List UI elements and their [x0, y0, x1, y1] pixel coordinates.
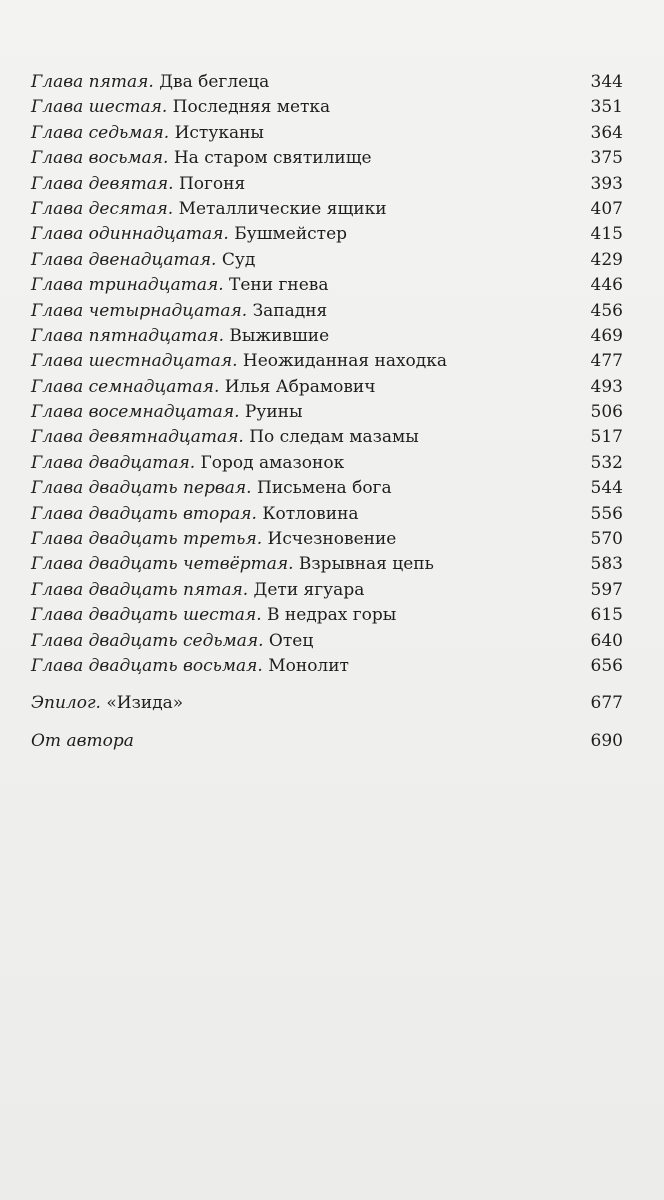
- page-number: 351: [590, 97, 623, 118]
- toc-entry-chapter-5: [31, 70, 623, 95]
- toc-entry-label: [31, 70, 269, 95]
- chapter-number: Глава двадцать пятая.: [31, 579, 249, 600]
- section-spacer: [31, 717, 623, 729]
- dot-leader: [189, 707, 583, 708]
- chapter-title: Неожиданная находка: [242, 351, 448, 372]
- toc-entry-label: [31, 248, 255, 273]
- chapter-number: Глава двадцать третья.: [31, 529, 263, 550]
- page-number: 640: [590, 630, 623, 651]
- toc-entry-chapter-19: [31, 425, 623, 450]
- toc-entry-chapter-12: [31, 248, 623, 273]
- toc-entry-label: [31, 603, 396, 628]
- page-number: 364: [590, 122, 623, 143]
- dot-leader: [355, 670, 583, 671]
- toc-entry-chapter-18: [31, 400, 623, 425]
- page-number: 375: [590, 148, 623, 169]
- toc-entry-chapter-9: [31, 172, 623, 197]
- toc-entry-chapter-13: [31, 273, 623, 298]
- toc-entry-chapter-27: [31, 629, 623, 654]
- page-number: 615: [590, 605, 623, 626]
- dot-leader: [261, 264, 583, 265]
- toc-entry-chapter-16: [31, 349, 623, 374]
- toc-entry-label: [31, 172, 245, 197]
- dot-leader: [370, 594, 583, 595]
- page-number: 690: [590, 730, 623, 751]
- toc-entry-label: [31, 273, 329, 298]
- chapter-title: В недрах горы: [267, 605, 397, 626]
- page-number: 493: [590, 376, 623, 397]
- chapter-title: Город амазонок: [200, 452, 345, 473]
- chapter-title: Погоня: [178, 173, 246, 194]
- page-number: 446: [590, 275, 623, 296]
- toc-entry-label: [31, 197, 387, 222]
- toc-entry-label: [31, 552, 434, 577]
- chapter-title: Два беглеца: [159, 72, 270, 92]
- page-number: 407: [590, 198, 623, 219]
- page-number: 344: [590, 72, 623, 92]
- dot-leader: [382, 391, 584, 392]
- dot-leader: [309, 416, 583, 417]
- chapter-title: Металлические ящики: [178, 198, 387, 219]
- dot-leader: [353, 238, 583, 239]
- page-number: 677: [590, 693, 623, 714]
- chapter-title: Монолит: [268, 655, 349, 676]
- chapter-number: Глава девятая.: [31, 173, 174, 194]
- author-note-label: От автора: [31, 730, 134, 751]
- chapter-number: Глава двадцать восьмая.: [31, 655, 263, 676]
- dot-leader: [402, 619, 583, 620]
- chapter-number: Глава девятнадцатая.: [31, 427, 244, 448]
- chapter-number: Глава двадцатая.: [31, 452, 196, 473]
- toc-entry-chapter-6: [31, 95, 623, 120]
- toc-entry-epilogue: [31, 691, 623, 716]
- toc-entry-chapter-25: [31, 578, 623, 603]
- chapter-title: Руины: [244, 402, 303, 423]
- toc-entry-chapter-28: [31, 654, 623, 679]
- toc-entry-label: [31, 299, 327, 324]
- toc-entry-label: [31, 654, 349, 679]
- toc-entry-chapter-26: [31, 603, 623, 628]
- toc-entry-author-note: [31, 729, 623, 754]
- chapter-title: Котловина: [262, 503, 359, 524]
- chapter-number: Глава пятнадцатая.: [31, 325, 224, 346]
- chapter-number: Глава десятая.: [31, 198, 174, 219]
- chapter-title: По следам мазамы: [249, 427, 419, 448]
- chapter-title: Последняя метка: [172, 97, 331, 118]
- chapter-title: Письмена бога: [257, 478, 392, 499]
- toc-entry-chapter-20: [31, 451, 623, 476]
- chapter-title: Отец: [268, 630, 314, 651]
- chapter-number: Глава седьмая.: [31, 122, 170, 143]
- toc-entry-label: [31, 95, 330, 120]
- toc-entry-label: [31, 222, 347, 247]
- page-number: 570: [590, 529, 623, 550]
- chapter-number: Глава двадцать вторая.: [31, 503, 257, 524]
- toc-entry-chapter-24: [31, 552, 623, 577]
- chapter-number: Глава восьмая.: [31, 148, 169, 169]
- chapter-number: Глава семнадцатая.: [31, 376, 220, 397]
- chapter-title: Дети ягуара: [253, 579, 365, 600]
- toc-entry-chapter-8: [31, 146, 623, 171]
- dot-leader: [140, 745, 583, 746]
- toc-entry-label: [31, 375, 376, 400]
- toc-entry-chapter-11: [31, 222, 623, 247]
- page-number: 556: [590, 503, 623, 524]
- dot-leader: [270, 137, 583, 138]
- dot-leader: [402, 543, 583, 544]
- dot-leader: [398, 492, 583, 493]
- dot-leader: [275, 86, 583, 87]
- page-number: 415: [590, 224, 623, 245]
- dot-leader: [453, 365, 583, 366]
- page-number: 532: [590, 452, 623, 473]
- chapter-number: Глава восемнадцатая.: [31, 402, 240, 423]
- dot-leader: [335, 289, 584, 290]
- page-number: 429: [590, 249, 623, 270]
- page-number: 544: [590, 478, 623, 499]
- chapter-number: Глава одиннадцатая.: [31, 224, 229, 245]
- chapter-number: Глава шестая.: [31, 97, 168, 118]
- toc-entry-chapter-22: [31, 502, 623, 527]
- chapter-number: Глава двадцать шестая.: [31, 605, 262, 626]
- chapter-number: Глава двадцать первая.: [31, 478, 252, 499]
- toc-entry-chapter-17: [31, 375, 623, 400]
- chapter-title: Тени гнева: [229, 275, 329, 296]
- toc-entry-label: [31, 476, 392, 501]
- dot-leader: [319, 645, 583, 646]
- chapter-number: Глава четырнадцатая.: [31, 300, 248, 321]
- dot-leader: [425, 441, 583, 442]
- dot-leader: [350, 467, 583, 468]
- chapter-title: На старом святилище: [173, 148, 372, 169]
- chapter-number: Глава пятая.: [31, 72, 154, 92]
- toc-entry-chapter-10: [31, 197, 623, 222]
- page-number: 506: [590, 402, 623, 423]
- toc-entry-label: [31, 451, 344, 476]
- toc-entry-chapter-21: [31, 476, 623, 501]
- toc-entry-chapter-23: [31, 527, 623, 552]
- dot-leader: [336, 111, 583, 112]
- chapter-title: Бушмейстер: [234, 224, 348, 245]
- chapter-number: Глава двадцать четвёртая.: [31, 554, 294, 575]
- toc-entry-label: [31, 121, 264, 146]
- chapter-title: Илья Абрамович: [224, 376, 376, 397]
- toc-entry-label: [31, 527, 396, 552]
- dot-leader: [335, 340, 583, 341]
- page-number: 469: [590, 325, 623, 346]
- toc-entry-label: [31, 629, 313, 654]
- chapter-title: Выжившие: [229, 325, 330, 346]
- page-number: 656: [590, 655, 623, 676]
- toc-entry-chapter-7: [31, 121, 623, 146]
- chapter-number: Глава шестнадцатая.: [31, 351, 238, 372]
- epilogue-title: «Изида»: [106, 693, 184, 714]
- chapter-title: Взрывная цепь: [298, 554, 434, 575]
- chapter-title: Исчезновение: [267, 529, 397, 550]
- chapter-number: Глава двенадцатая.: [31, 249, 217, 270]
- page-number: 583: [590, 554, 623, 575]
- dot-leader: [251, 188, 583, 189]
- chapter-title: Западня: [252, 300, 328, 321]
- toc-entry-label: [31, 324, 329, 349]
- toc-entry-label: [31, 146, 372, 171]
- chapter-number: Глава двадцать седьмая.: [31, 630, 264, 651]
- toc-entry-label: [31, 502, 359, 527]
- page-number: 393: [590, 173, 623, 194]
- dot-leader: [365, 518, 583, 519]
- section-spacer: [31, 679, 623, 691]
- dot-leader: [440, 568, 583, 569]
- toc-entry-chapter-14: [31, 299, 623, 324]
- page-number: 517: [590, 427, 623, 448]
- page-number: 597: [590, 579, 623, 600]
- dot-leader: [378, 162, 583, 163]
- chapter-number: Глава тринадцатая.: [31, 275, 224, 296]
- dot-leader: [333, 315, 583, 316]
- toc-entry-chapter-15: [31, 324, 623, 349]
- toc-entry-label: [31, 425, 419, 450]
- epilogue-prefix: Эпилог.: [31, 693, 101, 714]
- chapter-title: Истуканы: [174, 122, 264, 143]
- toc-entry-label: [31, 578, 364, 603]
- chapter-title: Суд: [221, 249, 256, 270]
- table-of-contents: [31, 70, 623, 754]
- dot-leader: [393, 213, 583, 214]
- toc-entry-label: [31, 691, 183, 716]
- page-number: 456: [590, 300, 623, 321]
- page-number: 477: [590, 351, 623, 372]
- toc-entry-label: [31, 349, 447, 374]
- toc-entry-label: [31, 400, 303, 425]
